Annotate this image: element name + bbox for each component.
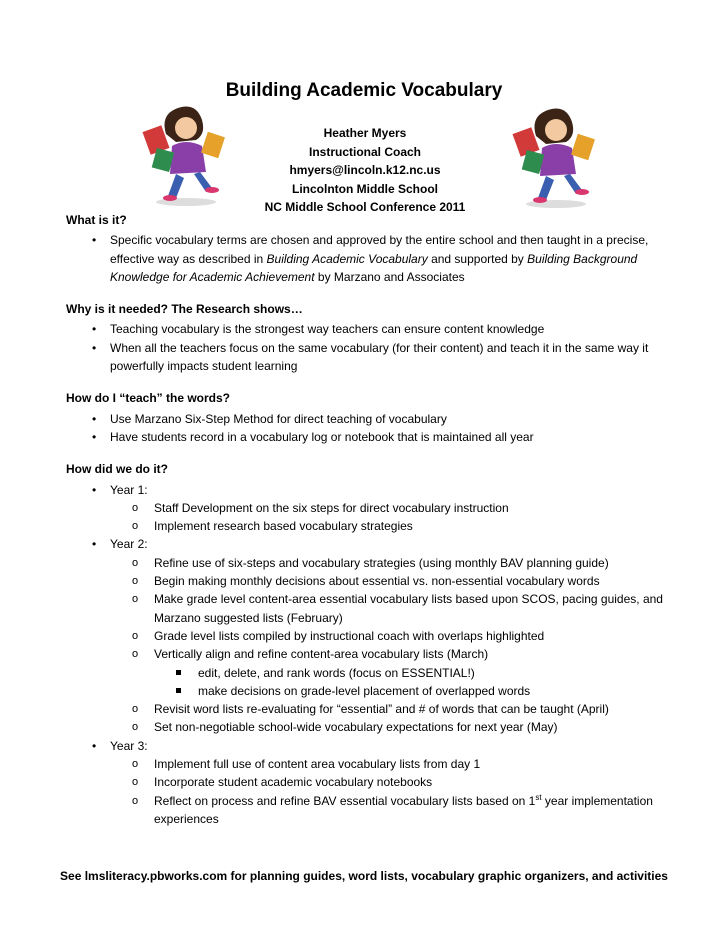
list-item xyxy=(66,231,666,286)
bullet-list xyxy=(66,410,666,447)
item-text: Reflect on process and refine BAV essential vocabulary lists based on 1 xyxy=(154,793,536,808)
sub-list xyxy=(110,499,666,536)
section-heading: How do I “teach” the words? xyxy=(66,391,231,406)
section-heading: Why is it needed? The Research shows… xyxy=(66,302,303,317)
author-block xyxy=(215,124,515,217)
year-label: • Year 1: xyxy=(110,482,148,497)
list-item: • Teaching vocabulary is the strongest way teachers can ensure content knowledge xyxy=(66,320,666,338)
sub-list xyxy=(110,554,666,737)
author-role: Instructional Coach xyxy=(308,144,421,159)
sub-sub-list xyxy=(154,664,666,701)
section-how-did-we-do-it xyxy=(66,460,666,828)
student-with-books-clipart-right xyxy=(506,96,606,212)
sub-list-item xyxy=(110,645,666,700)
item-text: year implementation experiences xyxy=(154,793,653,826)
list-item-year-3 xyxy=(66,737,666,828)
list-item: • Use Marzano Six-Step Method for direct teaching of vocabulary xyxy=(66,410,666,428)
sub-sub-list-item: edit, delete, and rank words (focus on ESSENTIAL!) xyxy=(154,664,666,682)
bullet-list xyxy=(66,320,666,375)
section-why-needed xyxy=(66,300,666,375)
author-email: hmyers@lincoln.k12.nc.us xyxy=(289,163,441,177)
sub-list-item: o Implement full use of content area vocabulary lists from day 1 xyxy=(110,755,666,773)
footer-note: See lmsliteracy.pbworks.com for planning guides, word lists, vocabulary graphic organizers, and activities xyxy=(60,869,668,883)
list-item: • Have students record in a vocabulary log or notebook that is maintained all year xyxy=(66,428,666,446)
sub-list-item: o Refine use of six-steps and vocabulary strategies (using monthly BAV planning guide) xyxy=(110,554,666,572)
sub-list-item: o Staff Development on the six steps for direct vocabulary instruction xyxy=(110,499,666,517)
sub-list-item xyxy=(110,792,666,829)
section-what-is-it xyxy=(66,211,666,286)
item-text: and supported by xyxy=(427,251,528,266)
year-label: • Year 3: xyxy=(110,738,148,753)
conference-name: NC Middle School Conference 2011 xyxy=(264,200,466,214)
sub-sub-list-item: make decisions on grade-level placement of overlapped words xyxy=(154,682,666,700)
year-label: • Year 2: xyxy=(110,537,148,552)
sub-list-item: o Begin making monthly decisions about essential vs. non-essential vocabulary words xyxy=(110,572,666,590)
document-body xyxy=(66,211,666,842)
document-title: Building Academic Vocabulary xyxy=(225,80,503,101)
bullet-list xyxy=(66,481,666,829)
bullet-list xyxy=(66,231,666,286)
list-item-year-2 xyxy=(66,535,666,736)
item-text: Specific vocabulary terms are chosen and approved by the entire school and then taught in a precise, effective way as described in xyxy=(110,233,649,266)
sub-list-item: o Incorporate student academic vocabulary notebooks xyxy=(110,773,666,791)
sub-list-item: o Grade level lists compiled by instructional coach with overlaps highlighted xyxy=(110,627,666,645)
author-school: Lincolnton Middle School xyxy=(292,181,438,196)
list-item: • When all the teachers focus on the same vocabulary (for their content) and teach it in the same way it powerfully impacts student learning xyxy=(66,339,666,376)
section-how-teach xyxy=(66,389,666,446)
ordinal-suffix: st xyxy=(535,792,542,802)
sub-list-item: o Implement research based vocabulary strategies xyxy=(110,517,666,535)
sub-list xyxy=(110,755,666,828)
sub-list-item: o Revisit word lists re-evaluating for “essential” and # of words that can be taught (April) xyxy=(110,700,666,718)
book-title: Building Academic Vocabulary xyxy=(266,251,428,266)
sub-list-item: o Make grade level content-area essential vocabulary lists based upon SCOS, pacing guides, and Marzano suggested lists (February) xyxy=(110,590,666,627)
section-heading: How did we do it? xyxy=(66,462,168,477)
book-title: Building Background Knowledge for Academic Achievement xyxy=(110,251,638,284)
sub-list-item-text: o Vertically align and refine content-area vocabulary lists (March) xyxy=(154,647,489,662)
sub-list-item: o Set non-negotiable school-wide vocabulary expectations for next year (May) xyxy=(110,718,666,736)
section-heading: What is it? xyxy=(66,213,127,227)
item-text: by Marzano and Associates xyxy=(314,269,465,284)
author-name: Heather Myers xyxy=(323,126,407,140)
list-item-year-1 xyxy=(66,481,666,536)
